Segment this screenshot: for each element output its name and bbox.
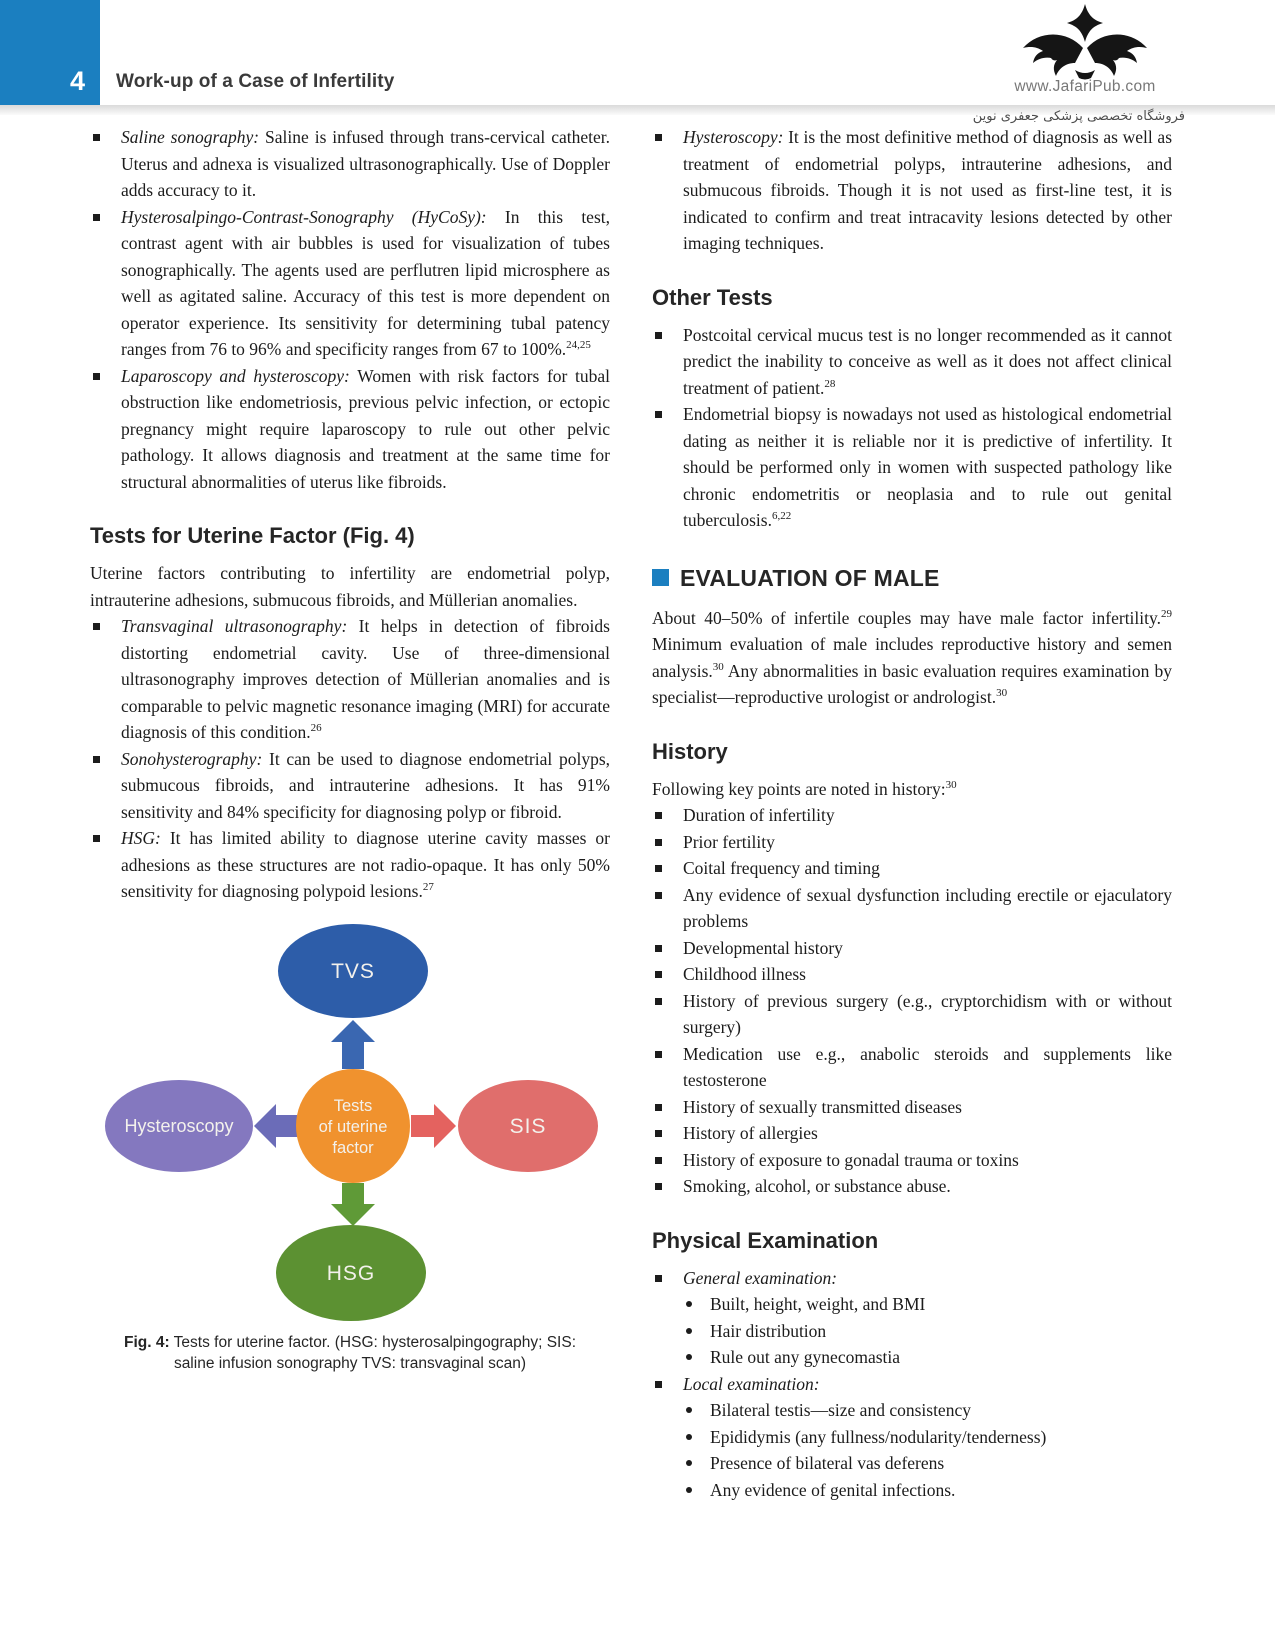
node-hysteroscopy-label: Hysteroscopy [124,1115,234,1136]
list-item: History of sexually transmitted diseases [652,1094,1172,1121]
figure-4 [90,921,610,1375]
node-tvs-label: TVS [331,959,375,983]
section-square-icon [652,569,669,586]
sub-list-item: Rule out any gynecomastia [683,1344,1172,1371]
history-list [652,802,1172,1200]
figure-4-caption-lead: Fig. 4: [124,1333,170,1351]
fig4-diagram [100,921,600,1323]
list-item: Transvaginal ultrasonography: It helps in detection of fibroids distorting endometrial cavity. Use of three-dimensional ultrasonography improves detection of Müllerian anomalies and is comparable to pelvic magnetic resonance imaging (MRI) for accurate diagnosis of this condition.$^{26}$ [90,613,610,746]
list-item: Duration of infertility [652,802,1172,829]
arrow-left-icon [254,1104,297,1148]
list-item: History of exposure to gonadal trauma or toxins [652,1147,1172,1174]
uterine-tests-list [90,613,610,905]
list-item: Medication use e.g., anabolic steroids and supplements like testosterone [652,1041,1172,1094]
list-item: Saline sonography: Saline is infused through trans-cervical catheter. Uterus and adnexa is visualized ultrasonographically. Use of Doppler adds accuracy to it. [90,124,610,204]
list-item: Any evidence of sexual dysfunction including erectile or ejaculatory problems [652,882,1172,935]
sub-list-item: Bilateral testis—size and consistency [683,1397,1172,1424]
arrow-up-icon [331,1020,375,1069]
hysteroscopy-list [652,124,1172,257]
figure-4-caption [110,1332,590,1375]
list-item: Laparoscopy and hysteroscopy: Women with risk factors for tubal obstruction like endometriosis, previous pelvic infection, or ectopic pregnancy might require laparoscopy to rule out other pelvic pathology. It allows diagnosis and treatment at the same time for structural abnormalities of uterus like fibroids. [90,363,610,496]
list-item: Hysteroscopy: It is the most definitive method of diagnosis as well as treatment of endometrial polyps, intrauterine adhesions, and submucous fibroids. Though it is not used as first-line test, it is indicated to confirm and treat intracavity lesions detected by other imaging techniques. [652,124,1172,257]
node-hsg-label: HSG [326,1261,376,1285]
publisher-tagline: فروشگاه تخصصی پزشکی جعفری نوین [972,109,1185,124]
arrow-right-icon [411,1104,456,1148]
list-item: Sonohysterography: It can be used to diagnose endometrial polyps, submucous fibroids, and intrauterine adhesions. It has 91% sensitivity and 84% specificity for diagnosing polyp or fibroid. [90,746,610,826]
other-tests-heading: Other Tests [652,284,773,310]
history-intro: Following key points are noted in history:$^{30}$ [652,778,957,799]
physical-examination-list [652,1265,1172,1504]
evaluation-of-male-paragraph: About 40–50% of infertile couples may have male factor infertility.$^{29}$ Minimum evaluation of male includes reproductive history and semen analysis.$^{30}$ Any abnormalities in basic evaluation requires examination by specialist—reproductive urologist or andrologist.$^{30}$ [652,607,1172,707]
chapter-number-bar [0,0,100,105]
tubal-tests-list [90,124,610,495]
uterine-factor-heading: Tests for Uterine Factor (Fig. 4) [90,523,415,548]
list-item: Local examination: Bilateral testis—size and consistency Epididymis (any fullness/nodularity/tenderness) Presence of bilateral vas deferens Any evidence of genital infections. [652,1371,1172,1504]
sub-list-item: Hair distribution [683,1318,1172,1345]
sub-list [683,1291,1172,1371]
figure-4-caption-text: Tests for uterine factor. (HSG: hysterosalpingography; SIS: saline infusion sonography TVS: transvaginal scan) [173,1333,576,1372]
list-item: Postcoital cervical mucus test is no longer recommended as it cannot predict the inability to conceive as well as it does not affect clinical treatment of patient.$^{28}$ [652,322,1172,402]
chapter-number: 4 [69,66,85,96]
list-item: General examination: Built, height, weight, and BMI Hair distribution Rule out any gynecomastia [652,1265,1172,1371]
list-item: Childhood illness [652,961,1172,988]
list-item: Endometrial biopsy is nowadays not used as histological endometrial dating as neither it is reliable nor it is predictive of infertility. It should be performed only in women with suspected pathology like chronic endometritis or neoplasia and to rule out genital tuberculosis.$^{6,22}$ [652,401,1172,534]
history-heading: History [652,738,728,764]
list-item: HSG: It has limited ability to diagnose uterine cavity masses or adhesions as these structures are not radio-opaque. It has only 50% sensitivity for diagnosing polypoid lesions.$^{27}$ [90,825,610,905]
sub-list-item: Any evidence of genital infections. [683,1477,1172,1504]
arrow-down-icon [331,1183,375,1226]
chapter-title: Work-up of a Case of Infertility [116,71,395,92]
evaluation-of-male-title: EVALUATION OF MALE [680,564,940,591]
node-center-label-line3: factor [332,1138,374,1157]
list-item: Developmental history [652,935,1172,962]
list-item: Hysterosalpingo-Contrast-Sonography (HyCoSy): In this test, contrast agent with air bubbles is used for visualization of tubes sonographically. The agents used are perflutren lipid microsphere as well as agitated saline. Accuracy of this test is more dependent on operator experience. Its sensitivity for determining tubal patency ranges from 76 to 96% and specificity ranges from 67 to 100%.$^{24,25}$ [90,204,610,363]
sub-list-item: Epididymis (any fullness/nodularity/tenderness) [683,1424,1172,1451]
node-center-label-line2: of uterine [318,1117,388,1136]
uterine-factor-intro: Uterine factors contributing to infertility are endometrial polyp, intrauterine adhesions, submucous fibroids, and Müllerian anomalies. [90,563,610,610]
physical-examination-heading: Physical Examination [652,1227,879,1253]
other-tests-list [652,322,1172,534]
list-item: History of previous surgery (e.g., cryptorchidism with or without surgery) [652,988,1172,1041]
publisher-logo [1000,4,1170,96]
sub-list [683,1397,1172,1503]
sub-list-item: Presence of bilateral vas deferens [683,1450,1172,1477]
list-item: Smoking, alcohol, or substance abuse. [652,1173,1172,1200]
node-sis-label: SIS [509,1114,547,1138]
evaluation-of-male-heading [652,564,1172,592]
sub-list-item: Built, height, weight, and BMI [683,1291,1172,1318]
publisher-url: www.JafariPub.com [1014,78,1156,95]
list-item: History of allergies [652,1120,1172,1147]
node-center-label-line1: Tests [333,1096,373,1115]
list-item: Coital frequency and timing [652,855,1172,882]
right-column [652,124,1172,1503]
left-column [90,124,610,1375]
list-item: Prior fertility [652,829,1172,856]
ornament-icon [1010,4,1160,80]
